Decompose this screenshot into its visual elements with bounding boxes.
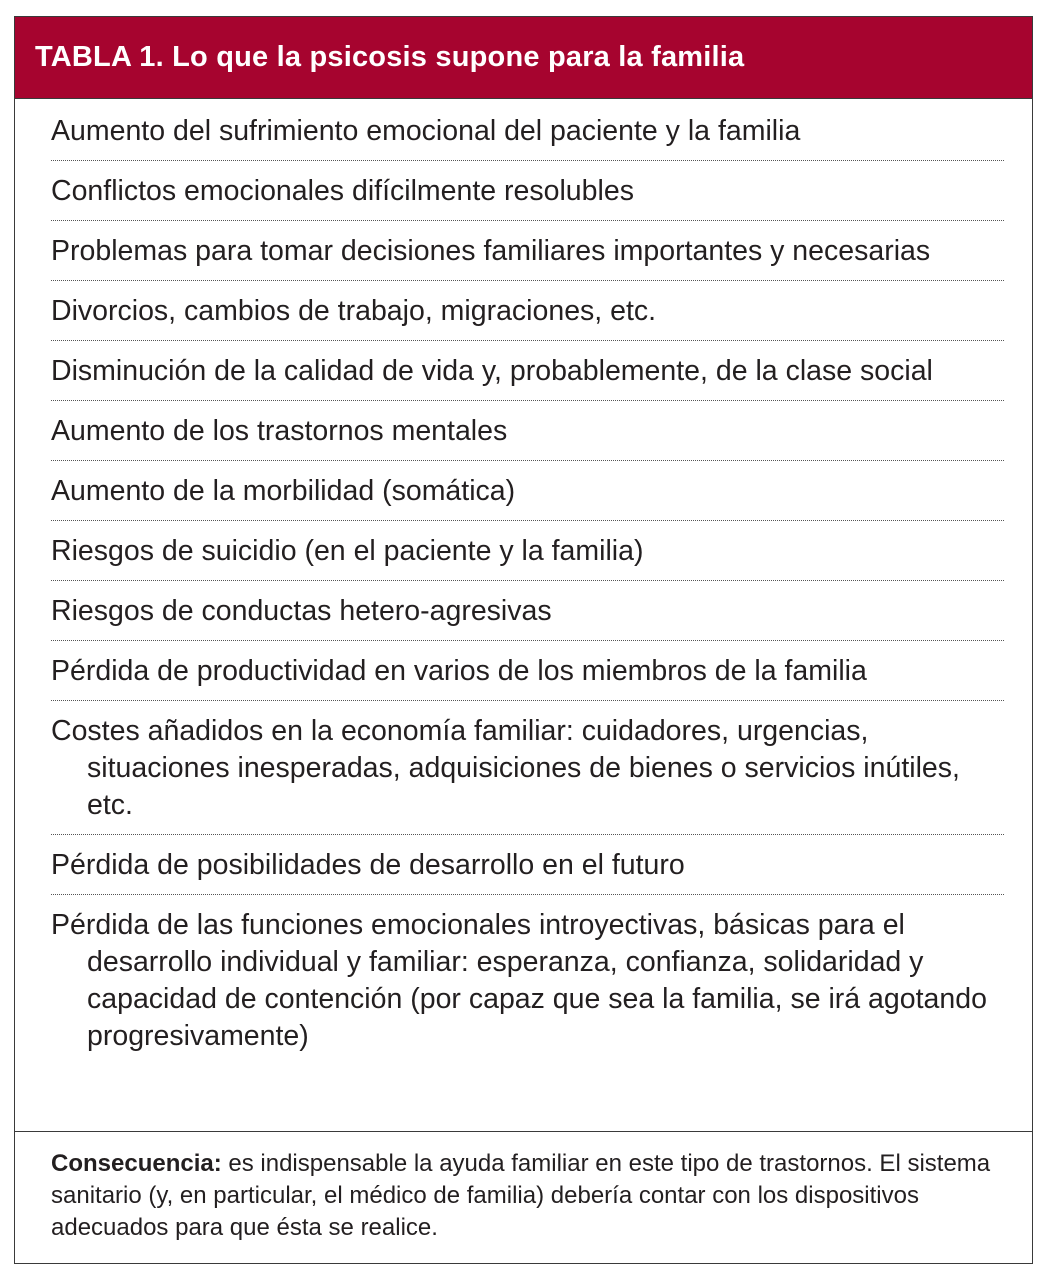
row-text: Disminución de la calidad de vida y, probablemente, de la clase social <box>51 355 933 387</box>
table-row <box>51 401 1004 461</box>
table-1 <box>14 16 1033 1264</box>
table-row <box>51 341 1004 401</box>
row-text: Aumento de la morbilidad (somática) <box>51 475 516 507</box>
row-text: Costes añadidos en la economía familiar: cuidadores, urgencias, situaciones inesperadas, adquisiciones de bienes o servicios inútiles, etc. <box>51 715 960 821</box>
table-row <box>51 701 1004 835</box>
table-header <box>15 17 1032 99</box>
table-row <box>51 461 1004 521</box>
table-row <box>51 161 1004 221</box>
table-row <box>51 521 1004 581</box>
table-row <box>51 581 1004 641</box>
row-text: Aumento de los trastornos mentales <box>51 415 508 447</box>
table-row <box>51 221 1004 281</box>
table-rows <box>15 99 1032 1065</box>
table-row <box>51 99 1004 161</box>
row-text: Riesgos de suicidio (en el paciente y la familia) <box>51 535 644 567</box>
table-row <box>51 895 1004 1065</box>
row-text: Conflictos emocionales difícilmente resolubles <box>51 175 634 207</box>
table-title: TABLA 1. Lo que la psicosis supone para la familia <box>35 41 745 73</box>
footer-text: es indispensable la ayuda familiar en este tipo de trastornos. El sistema sanitario (y, en particular, el médico de familia) debería contar con los dispositivos adecuados para que ésta se realice. <box>51 1150 991 1241</box>
table-row <box>51 835 1004 895</box>
row-text: Problemas para tomar decisiones familiares importantes y necesarias <box>51 235 931 267</box>
row-text: Divorcios, cambios de trabajo, migraciones, etc. <box>51 295 657 327</box>
row-text: Riesgos de conductas hetero-agresivas <box>51 595 552 627</box>
row-text: Aumento del sufrimiento emocional del paciente y la familia <box>51 115 801 147</box>
table-row <box>51 281 1004 341</box>
table-row <box>51 641 1004 701</box>
row-text: Pérdida de posibilidades de desarrollo en el futuro <box>51 849 685 881</box>
row-text: Pérdida de las funciones emocionales introyectivas, básicas para el desarrollo individual y familiar: esperanza, confianza, solidaridad y capacidad de contención (por capaz que sea la familia, se irá agotando progresivamente) <box>51 909 987 1052</box>
table-footer <box>15 1131 1032 1263</box>
row-text: Pérdida de productividad en varios de los miembros de la familia <box>51 655 867 687</box>
footer-label: Consecuencia: <box>51 1150 222 1177</box>
